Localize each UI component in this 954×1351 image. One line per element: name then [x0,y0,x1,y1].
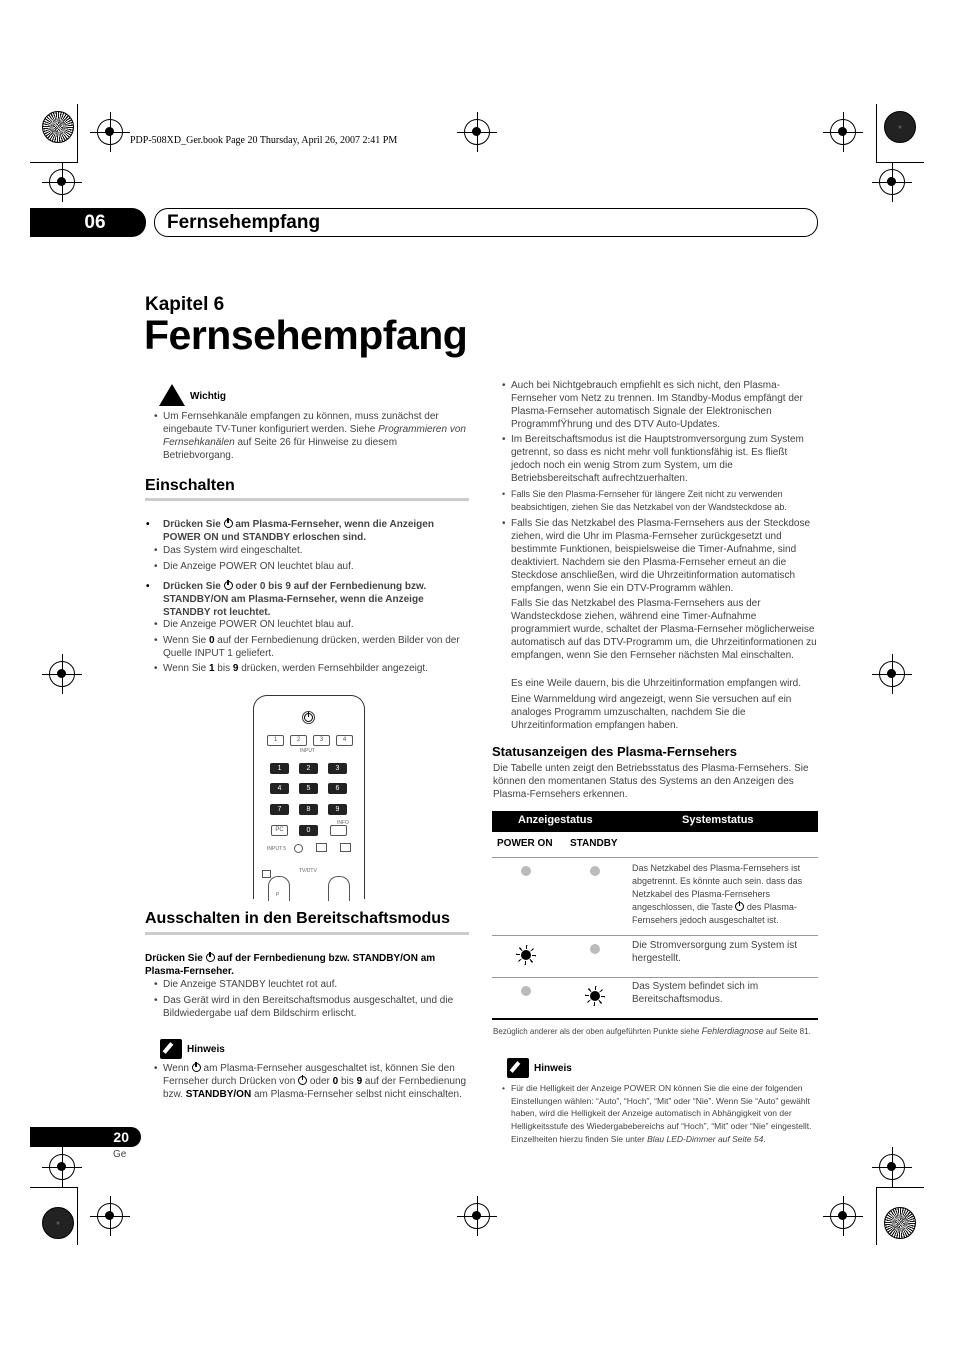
table-rule [492,935,818,936]
teletext-button [262,870,271,878]
print-header: PDP-508XD_Ger.book Page 20 Thursday, April 26, 2007 2:41 PM [130,135,398,146]
table-cell: Die Stromversorgung zum System ist hergestellt. [632,940,798,964]
list-item: • Wenn Sie 1 bis 9 drücken, werden Fernsehbilder angezeigt. [163,662,469,675]
einschalten-heading: Einschalten [145,477,235,494]
table-rule [492,857,818,858]
wichtig-label: Wichtig [190,391,227,402]
column-subheader: POWER ON [497,838,553,849]
registration-mark [464,1203,490,1229]
einschalten-step-2: • Drücken Sie oder 0 bis 9 auf der Fernbedienung bzw. STANDBY/ON am Plasma-Fernseher, wenn die Anzeige STANDBY rot leuchtet. [163,580,469,619]
info-button [330,825,347,836]
aspect-button [294,844,303,853]
halftone-mark [42,1207,74,1239]
chapter-label: Kapitel 6 [145,294,225,315]
led-off-icon [521,866,531,876]
tvdtv-label: TV/DTV [299,868,317,874]
note-icon [507,1058,529,1078]
digit-button: 7 [270,804,289,815]
paragraph: Eine Warnmeldung wird angezeigt, wenn Sie versuchen auf ein analoges Programm umzuschalten, nachdem Sie die Uhrzeitinformation empfangen haben. [511,694,792,731]
list-item: • Die Anzeige POWER ON leuchtet blau auf. [163,560,469,573]
led-off-icon [521,986,531,996]
chapter-number: 06 [30,208,146,237]
list-item: • Wenn Sie 0 auf der Fernbedienung drücken, werden Bilder von der Quelle INPUT 1 geliefert. [163,634,469,660]
digit-button: 8 [299,804,318,815]
input-button: 1 [267,735,284,746]
paragraph: Es eine Weile dauern, bis die Uhrzeitinformation empfangen wird. [511,678,801,689]
registration-mark [49,169,75,195]
registration-mark [464,119,490,145]
column-header: Systemstatus [682,814,754,826]
hinweis-label: Hinweis [187,1044,225,1055]
led-off-icon [590,944,600,954]
status-intro: Die Tabelle unten zeigt den Betriebsstatus des Plasma-Fernsehers. Sie können den momentanen Status des Systems an den Anzeigen des Plasma-Fernsehers erkennen. [493,763,809,800]
table-rule [492,1018,818,1020]
digit-button: 3 [328,763,347,774]
paragraph: Falls Sie das Netzkabel des Plasma-Fernsehers aus der Wandsteckdose ziehen, während eine Timer-Aufnahme programmiert wurde, schaltet der Plasma-Fernseher möglicherweise automatisch auf das DTV-Programm um, die Uhrzeitinformationen zu empfangen, wenn Sie den Fernseher nächsten Mal einschalten. [511,598,817,661]
page-number: 20 [30,1127,141,1147]
list-item: • Die Anzeige STANDBY leuchtet rot auf. [163,978,469,991]
hinweis-text: • Wenn am Plasma-Fernseher ausgeschaltet ist, können Sie den Fernseher durch Drücken von oder 0 bis 9 auf der Fernbedienung bzw. STANDBY/ON am Plasma-Fernseher selbst nicht einschalten. [163,1062,469,1101]
list-item: • Falls Sie den Plasma-Fernseher für längere Zeit nicht zu verwenden beabsichtigen, ziehen Sie das Netzkabel von der Wandsteckdose ab. [511,488,818,514]
chapter-bar-title: Fernsehempfang [154,208,818,237]
warning-icon [159,384,185,406]
table-rule [492,977,818,978]
heading-rule [145,932,469,935]
ausschalten-step: Drücken Sie auf der Fernbedienung bzw. STANDBY/ON am Plasma-Fernseher. [145,953,436,977]
registration-mark [879,1154,905,1180]
registration-mark [879,661,905,687]
list-item: • Im Bereitschaftsmodus ist die Hauptstromversorgung zum System getrennt, so dass es nicht mehr voll funktionsfähig ist. Es fließt jedoch noch ein wenig Strom zum System, um die Betriebsbereitschaft aufrechtzuerhalten. [511,433,818,485]
digit-button: 0 [299,825,318,836]
remote-control-illustration [253,695,365,899]
registration-mark [879,169,905,195]
color-wheel-mark [42,111,74,143]
input-button: 3 [313,735,330,746]
registration-mark [97,1203,123,1229]
list-item: • Das Gerät wird in den Bereitschaftsmodus ausgeschaltet, und die Bildwiedergabe uaf dem Bildschirm erlischt. [163,994,469,1020]
input5-label: INPUT 5 [267,846,287,852]
hinweis-text: • Für die Helligkeit der Anzeige POWER ON können Sie die eine der folgenden Einstellungen wählen: “Auto”, “Hoch”, “Mit” oder “Nie”. Wenn Sie “Auto” gewählt haben, wird die Helligkeit der Anzeige automatisch in Abhängigkeit von der Helligkeitsstufe des Wiedergabebereichs auf “Hoch”, “Mit” oder “Nie” eingestellt. Einzelheiten hierzu finden Sie unter Blau LED-Dimmer auf Seite 54. [511,1082,818,1146]
led-off-icon [590,866,600,876]
language-code: Ge [113,1149,127,1160]
einschalten-step-1: • Drücken Sie am Plasma-Fernseher, wenn die Anzeigen POWER ON und STANDBY erloschen sind. [163,518,469,544]
column-subheader: STANDBY [570,838,618,849]
digit-button: 1 [270,763,289,774]
power-icon [298,1076,307,1085]
channel-label: P [276,892,280,898]
led-lit-icon [590,991,600,1001]
hinweis-label: Hinweis [534,1063,572,1074]
digit-button: 6 [328,783,347,794]
digit-button: 2 [299,763,318,774]
list-item: • Die Anzeige POWER ON leuchtet blau auf. [163,618,469,631]
table-footnote: Bezüglich anderer als der oben aufgeführten Punkte siehe Fehlerdiagnose auf Seite 81. [493,1026,811,1036]
wichtig-text: • Um Fernsehkanäle empfangen zu können, muss zunächst der eingebaute TV-Tuner konfiguriert werden. Siehe Programmieren von Fernsehkanälen auf Seite 26 für Hinweise zu diesem Betriebvorgang. [163,410,469,462]
list-item: • Auch bei Nichtgebrauch empfiehlt es sich nicht, den Plasma-Fernseher vom Netz zu trennen. Im Standby-Modus empfängt der Plasma-Fernseher automatisch Signale der Elektronischen ProgrammfŸhrung und des DTV Auto-Updates. [511,379,818,431]
color-wheel-mark [884,1207,916,1239]
status-heading: Statusanzeigen des Plasma-Fernsehers [492,744,737,759]
led-lit-icon [521,950,531,960]
digit-button: 9 [328,804,347,815]
page-title: Fernsehempfang [144,312,468,358]
digit-button: 4 [270,783,289,794]
input-label: INPUT [300,748,315,754]
note-icon [160,1039,182,1059]
screen-button [340,843,351,852]
table-header [492,811,818,832]
volume-rocker [328,876,350,901]
registration-mark [830,1203,856,1229]
list-item: • Falls Sie das Netzkabel des Plasma-Fernsehers aus der Steckdose ziehen, wird die Uhr im Plasma-Fernseher zurückgesetzt und bestimmte Funktionen, beispielsweise die Timer-Aufnahme, sind deaktiviert. Nachdem sie den Plasma-Fernseher erneut an die Steckdose anschließen, wird die Uhrzeitinformation automatisch empfangen, wenn Sie ein DTV-Programm wählen. [511,517,818,595]
heading-rule [145,498,469,501]
power-icon [192,1063,201,1072]
power-icon [224,519,233,528]
list-item: • Das System wird eingeschaltet. [163,544,469,557]
ausschalten-heading: Ausschalten in den Bereitschaftsmodus [145,910,450,927]
power-button [302,711,315,724]
table-cell: Das System befindet sich im Bereitschaftsmodus. [632,981,759,1005]
halftone-mark [884,111,916,143]
pc-button: PC [271,825,288,836]
screen-button [316,843,327,852]
registration-mark [830,119,856,145]
input-button: 4 [336,735,353,746]
info-label: INFO [337,820,349,826]
table-cell: Das Netzkabel des Plasma-Fernsehers ist abgetrennt. Es könnte auch sein. dass das Netzkabel des Plasma-Fernsehers angeschlossen, die Taste des Plasma-Fernsehers jedoch ausgeschaltet ist. [632,863,803,925]
registration-mark [49,1154,75,1180]
digit-button: 5 [299,783,318,794]
power-icon [224,581,233,590]
input-button: 2 [290,735,307,746]
registration-mark [97,119,123,145]
power-icon [206,953,215,962]
column-header: Anzeigestatus [518,814,593,826]
registration-mark [49,661,75,687]
